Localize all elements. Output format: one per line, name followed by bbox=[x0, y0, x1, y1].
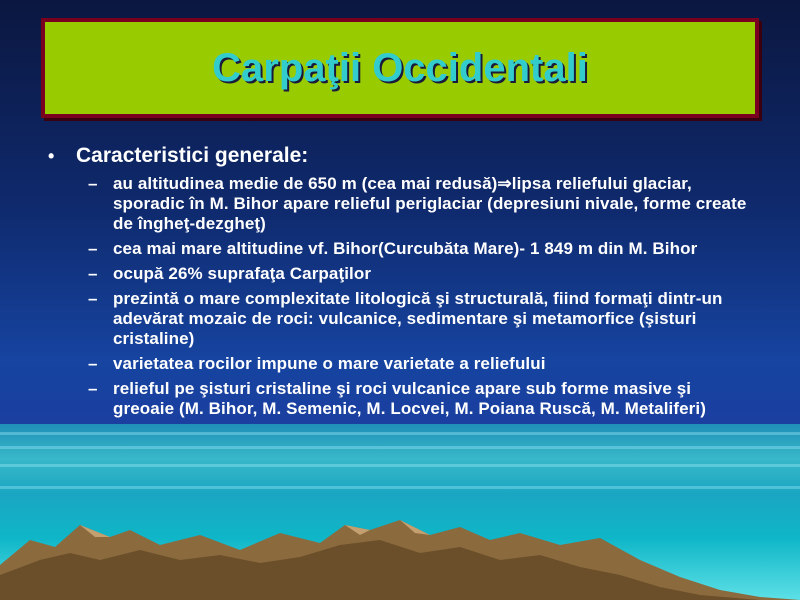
dash-icon: – bbox=[88, 379, 98, 398]
title-box bbox=[41, 18, 759, 118]
slide-content bbox=[48, 142, 748, 424]
list-item bbox=[88, 379, 748, 419]
mountains-image bbox=[0, 505, 800, 600]
list-item bbox=[88, 264, 748, 284]
sub-bullet-list bbox=[88, 174, 748, 419]
list-item-text: varietatea rocilor impune o mare varietate a reliefului bbox=[113, 354, 546, 373]
sea-wave bbox=[0, 486, 800, 489]
slide-title: Carpaţii Occidentali bbox=[212, 45, 588, 90]
dash-icon: – bbox=[88, 264, 98, 283]
list-item-text: au altitudinea medie de 650 m (cea mai redusă)⇒lipsa reliefului glaciar, sporadic în M. Bihor apare relieful periglaciar (depresiuni nivale, forme create de îngheţ-dezgheţ) bbox=[113, 174, 747, 233]
sea-wave bbox=[0, 446, 800, 449]
main-bullet-text: Caracteristici generale: bbox=[76, 144, 309, 167]
dash-icon: – bbox=[88, 289, 98, 308]
main-bullet bbox=[48, 142, 748, 170]
list-item-text: cea mai mare altitudine vf. Bihor(Curcubăta Mare)- 1 849 m din M. Bihor bbox=[113, 239, 698, 258]
dash-icon: – bbox=[88, 174, 98, 193]
list-item-text: prezintă o mare complexitate litologică şi structurală, fiind formaţi dintr-un adevărat mozaic de roci: vulcanice, sedimentare şi metamorfice (şisturi cristaline) bbox=[113, 289, 723, 348]
list-item bbox=[88, 289, 748, 349]
list-item bbox=[88, 174, 748, 234]
list-item bbox=[88, 239, 748, 259]
list-item-text: relieful pe şisturi cristaline şi roci vulcanice apare sub forme masive şi greoaie (M. Bihor, M. Semenic, M. Locvei, M. Poiana Ruscă, M. Metaliferi) bbox=[113, 379, 706, 418]
sea-wave bbox=[0, 432, 800, 435]
bullet-icon: • bbox=[48, 146, 55, 166]
list-item-text: ocupă 26% suprafaţa Carpaţilor bbox=[113, 264, 372, 283]
dash-icon: – bbox=[88, 354, 98, 373]
sea-wave bbox=[0, 464, 800, 467]
list-item bbox=[88, 354, 748, 374]
dash-icon: – bbox=[88, 239, 98, 258]
